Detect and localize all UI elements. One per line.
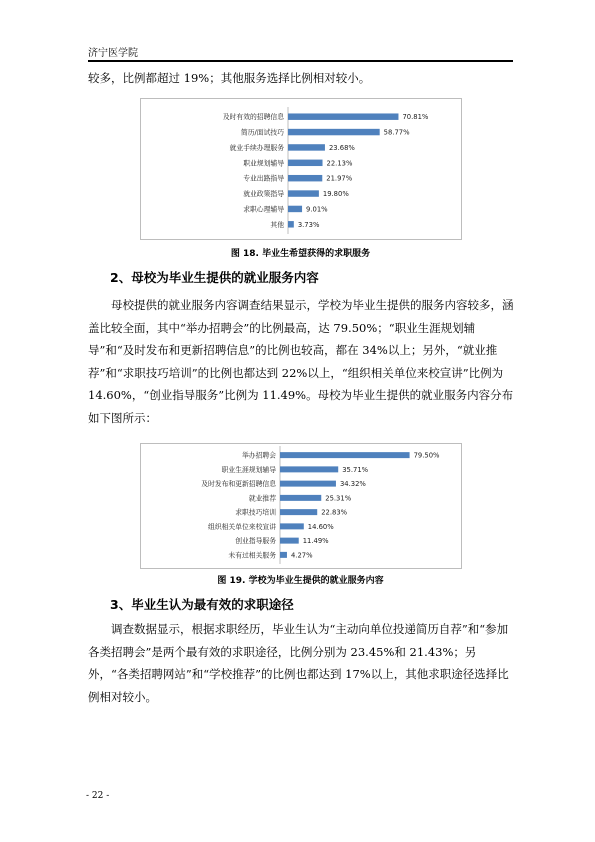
chart-19-svg (141, 444, 461, 568)
category-label: 组织相关单位来校宣讲 (208, 522, 276, 531)
chart-19-caption: 图 19. 学校为毕业生提供的就业服务内容 (217, 576, 384, 586)
page-number: - 22 - (86, 791, 110, 801)
chart-18-svg (141, 99, 461, 239)
data-label: 34.32% (339, 480, 366, 489)
chart-bar (288, 175, 322, 181)
category-label: 求职技巧培训 (235, 508, 276, 517)
data-label: 4.27% (290, 551, 313, 560)
category-label: 其他 (270, 220, 284, 229)
chart-18-caption: 图 18. 毕业生希望获得的求职服务 (230, 249, 371, 259)
chart-bar (280, 452, 410, 458)
section-3-paragraph-text: 调查数据显示，根据求职经历，毕业生认为“主动向单位投递简历自荐”和“参加各类招聘会”是两个最有效的求职途径，比例分别为 23.45%和 21.43%；另外，“各类招聘网站”和“学校推荐”的比例也都达到 17%以上，其他求职途径选择比例相对较小。 (88, 622, 509, 704)
chart-bar (288, 160, 323, 166)
chart-bar (280, 523, 304, 529)
data-label: 21.97% (326, 174, 353, 183)
category-label: 举办招聘会 (242, 451, 276, 460)
section-2-paragraph (88, 294, 516, 429)
data-label: 19.80% (322, 190, 349, 199)
category-label: 职业规划辅导 (243, 159, 284, 168)
chart-bar (280, 538, 299, 544)
category-label: 求职心理辅导 (243, 205, 284, 214)
chart-19 (140, 443, 462, 569)
category-label: 及时有效的招聘信息 (222, 113, 284, 122)
chart-bar (288, 129, 380, 135)
chart-bar (288, 221, 294, 227)
data-label: 11.49% (302, 537, 329, 546)
category-label: 简历/面试技巧 (240, 128, 284, 137)
chart-bar (288, 206, 302, 212)
category-label: 未有过相关服务 (228, 551, 276, 560)
data-label: 14.60% (307, 522, 334, 531)
chart-bar (280, 509, 317, 515)
data-label: 23.68% (328, 143, 355, 152)
data-label: 3.73% (297, 220, 320, 229)
category-label: 就业手续办理服务 (229, 143, 284, 152)
top-paragraph (88, 67, 516, 90)
data-label: 22.13% (326, 159, 353, 168)
chart-18 (140, 98, 462, 240)
category-label: 创业指导服务 (235, 537, 276, 546)
section-2-heading: 2、母校为毕业生提供的就业服务内容 (110, 270, 319, 285)
data-label: 58.77% (383, 128, 410, 137)
data-label: 9.01% (306, 205, 328, 214)
page-header-title: 济宁医学院 (88, 48, 138, 59)
chart-bar (280, 466, 338, 472)
chart-bar (288, 190, 319, 196)
top-paragraph-text: 较多，比例都超过 19%；其他服务选择比例相对较小。 (88, 71, 371, 85)
category-label: 及时发布和更新招聘信息 (201, 480, 276, 489)
data-label: 70.81% (402, 113, 429, 122)
section-3-paragraph (88, 618, 516, 708)
data-label: 35.71% (342, 465, 369, 474)
data-label: 25.31% (325, 494, 352, 503)
section-3-heading: 3、毕业生认为最有效的求职途径 (110, 597, 294, 612)
data-label: 79.50% (413, 451, 440, 460)
category-label: 专业出路指导 (243, 174, 284, 183)
header-rule (88, 60, 513, 62)
category-label: 职业生涯规划辅导 (221, 465, 276, 474)
category-label: 就业推荐 (248, 494, 276, 503)
chart-bar (288, 144, 325, 150)
chart-bar (280, 552, 287, 558)
category-label: 就业政策指导 (243, 190, 284, 199)
section-2-paragraph-text: 母校提供的就业服务内容调查结果显示，学校为毕业生提供的服务内容较多，涵盖比较全面，其中“举办招聘会”的比例最高，达 79.50%；“职业生涯规划辅导”和“及时发布和更新招聘信息”的比例也较高，都在 34%以上；另外，“就业推荐”和“求职技巧培训”的比例也都达到 22%以上，“组织相关单位来校宣讲”比例为 14.60%，“创业指导服务”比例为 11.49%。母校为毕业生提供的就业服务内容分布如下图所示： (88, 298, 514, 425)
chart-bar (280, 481, 336, 487)
chart-bar (288, 113, 398, 119)
data-label: 22.83% (321, 508, 348, 517)
chart-bar (280, 495, 321, 501)
